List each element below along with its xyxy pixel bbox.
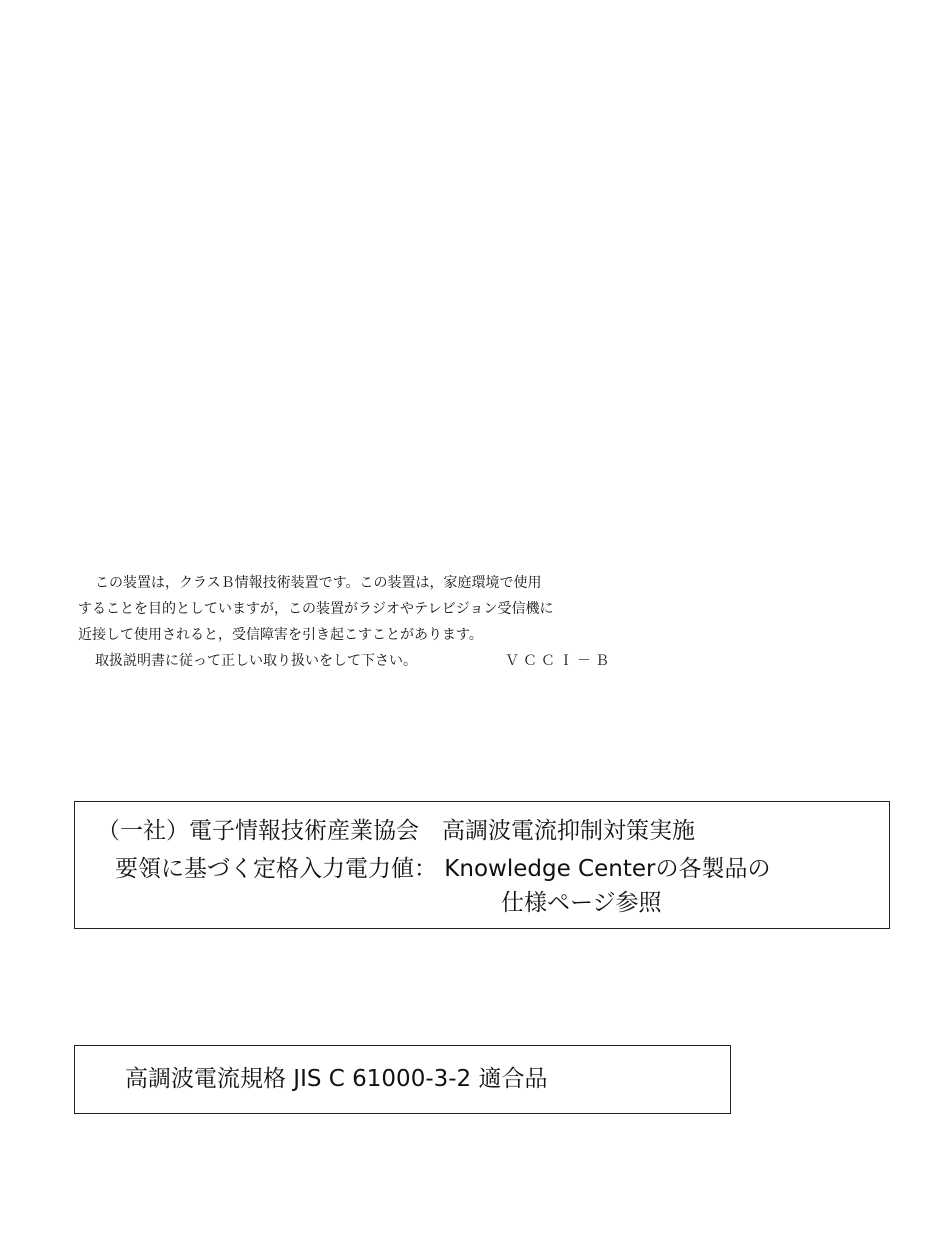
harmonics-standard-text: 高調波電流規格 JIS C 61000-3-2 適合品 bbox=[125, 1066, 548, 1092]
vcci-notice-line-3: 近接して使用されると，受信障害を引き起こすことがあります。 bbox=[78, 627, 483, 643]
vcci-notice-line-1: この装置は，クラスＢ情報技術装置です。この装置は，家庭環境で使用 bbox=[95, 575, 542, 591]
harmonics-box-line-3: 仕様ページ参照 bbox=[501, 890, 662, 916]
harmonics-box-line-1: （一社）電子情報技術産業協会 高調波電流抑制対策実施 bbox=[97, 818, 695, 844]
vcci-notice-line-4 bbox=[78, 648, 613, 674]
harmonics-rated-power-box bbox=[74, 801, 890, 929]
vcci-instruction-text: 取扱説明書に従って正しい取り扱いをして下さい。 bbox=[95, 653, 417, 669]
vcci-class-mark: ＶＣＣＩ－Ｂ bbox=[505, 653, 613, 669]
harmonics-box-line-2: 要領に基づく定格入力電力値： Knowledge Centerの各製品の bbox=[115, 856, 771, 882]
harmonics-standard-box bbox=[74, 1045, 731, 1114]
vcci-notice-line-2: することを目的としていますが，この装置がラジオやテレビジョン受信機に bbox=[78, 601, 554, 617]
vcci-notice bbox=[78, 570, 638, 674]
